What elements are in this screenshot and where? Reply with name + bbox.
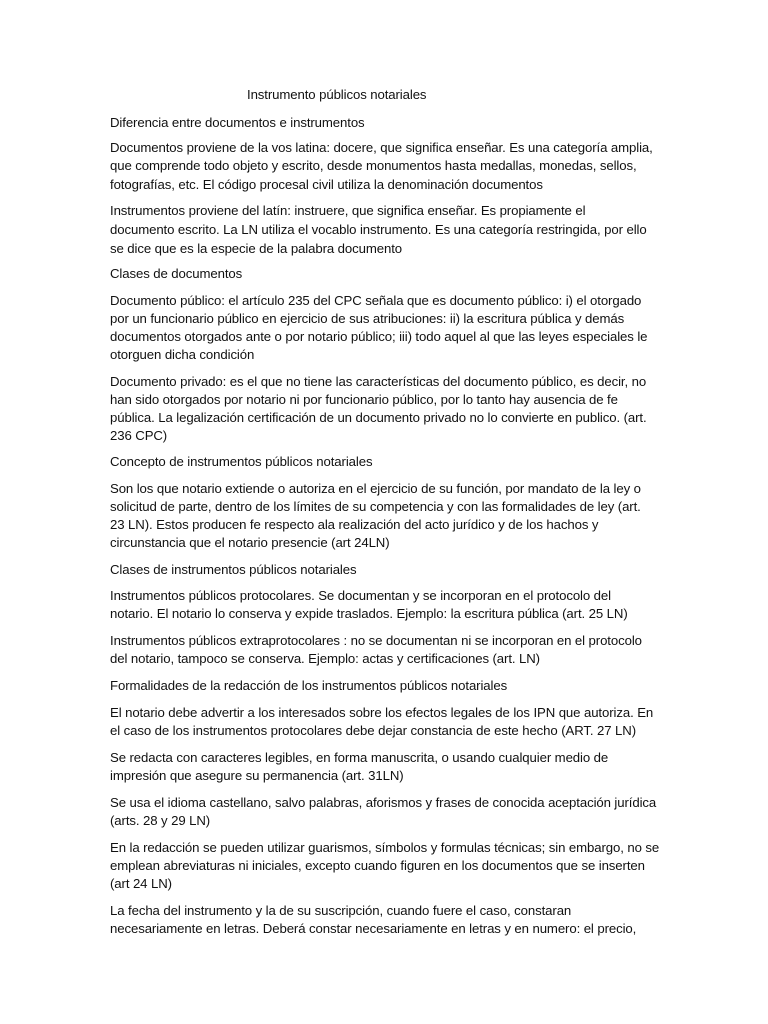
paragraph-line: por un funcionario público en ejercicio de sus atribuciones: ii) la escritura pública y demás	[110, 311, 625, 326]
paragraph-line: La fecha del instrumento y la de su suscripción, cuando fuere el caso, constaran	[110, 903, 572, 918]
paragraph-line: (art 24 LN)	[110, 876, 172, 891]
paragraph-line: necesariamente en letras. Deberá constar necesariamente en letras y en numero: el precio,	[110, 921, 637, 936]
paragraph-line: impresión que asegure su permanencia (art. 31LN)	[110, 768, 404, 783]
paragraph-line: Son los que notario extiende o autoriza en el ejercicio de su función, por mandato de la ley o	[110, 481, 641, 496]
section-heading: Concepto de instrumentos públicos notariales	[110, 454, 373, 469]
document-title: Instrumento públicos notariales	[247, 87, 427, 102]
paragraph-line: fotografías, etc. El código procesal civil utiliza la denominación documentos	[110, 177, 543, 192]
paragraph-line: otorguen dicha condición	[110, 347, 255, 362]
paragraph-line: que comprende todo objeto y escrito, desde monumentos hasta medallas, monedas, sellos,	[110, 158, 637, 173]
paragraph-line: El notario debe advertir a los interesados sobre los efectos legales de los IPN que autoriza. En	[110, 705, 654, 720]
paragraph-line: 236 CPC)	[110, 428, 168, 443]
section-heading: Diferencia entre documentos e instrumentos	[110, 115, 365, 130]
section-heading: Clases de instrumentos públicos notariales	[110, 562, 357, 577]
paragraph-line: emplean abreviaturas ni iniciales, excepto cuando figuren en los documentos que se inserten	[110, 858, 645, 873]
paragraph-line: En la redacción se pueden utilizar guarismos, símbolos y formulas técnicas; sin embargo, no se	[110, 840, 660, 855]
paragraph-line: Instrumentos públicos protocolares. Se documentan y se incorporan en el protocolo del	[110, 588, 611, 603]
paragraph-line: circunstancia que el notario presencie (art 24LN)	[110, 535, 390, 550]
paragraph-line: notario. El notario lo conserva y expide traslados. Ejemplo: la escritura pública (art. 25 LN)	[110, 606, 628, 621]
paragraph-line: documento escrito. La LN utiliza el vocablo instrumento. Es una categoría restringida, por ello	[110, 222, 647, 237]
paragraph-line: 23 LN). Estos producen fe respecto ala realización del acto jurídico y de los hachos y	[110, 517, 599, 532]
paragraph-line: Documento público: el artículo 235 del CPC señala que es documento público: i) el otorgado	[110, 293, 642, 308]
section-heading: Clases de documentos	[110, 266, 243, 281]
paragraph-line: se dice que es la especie de la palabra documento	[110, 241, 403, 256]
paragraph-line: documentos otorgados ante o por notario público; iii) todo aquel al que las leyes especiales le	[110, 329, 648, 344]
paragraph-line: Instrumentos proviene del latín: instruere, que significa enseñar. Es propiamente el	[110, 203, 586, 218]
paragraph-line: han sido otorgados por notario ni por funcionario público, por lo tanto hay ausencia de fe	[110, 392, 618, 407]
paragraph-line: (arts. 28 y 29 LN)	[110, 813, 211, 828]
paragraph-line: Instrumentos públicos extraprotocolares : no se documentan ni se incorporan en el protocolo	[110, 633, 642, 648]
paragraph-line: el caso de los instrumentos protocolares debe dejar constancia de este hecho (ART. 27 LN)	[110, 723, 636, 738]
paragraph-line: Se redacta con caracteres legibles, en forma manuscrita, o usando cualquier medio de	[110, 750, 609, 765]
paragraph-line: solicitud de parte, dentro de los límites de su competencia y con las formalidades de ley (art.	[110, 499, 641, 514]
paragraph-line: Se usa el idioma castellano, salvo palabras, aforismos y frases de conocida aceptación jurídica	[110, 795, 657, 810]
section-heading: Formalidades de la redacción de los instrumentos públicos notariales	[110, 678, 508, 693]
paragraph-line: pública. La legalización certificación de un documento privado no lo convierte en publico. (art.	[110, 410, 647, 425]
paragraph-line: Documentos proviene de la vos latina: docere, que significa enseñar. Es una categoría amplia,	[110, 140, 653, 155]
paragraph-line: Documento privado: es el que no tiene las características del documento público, es decir, no	[110, 374, 647, 389]
paragraph-line: del notario, tampoco se conserva. Ejemplo: actas y certificaciones (art. LN)	[110, 651, 540, 666]
